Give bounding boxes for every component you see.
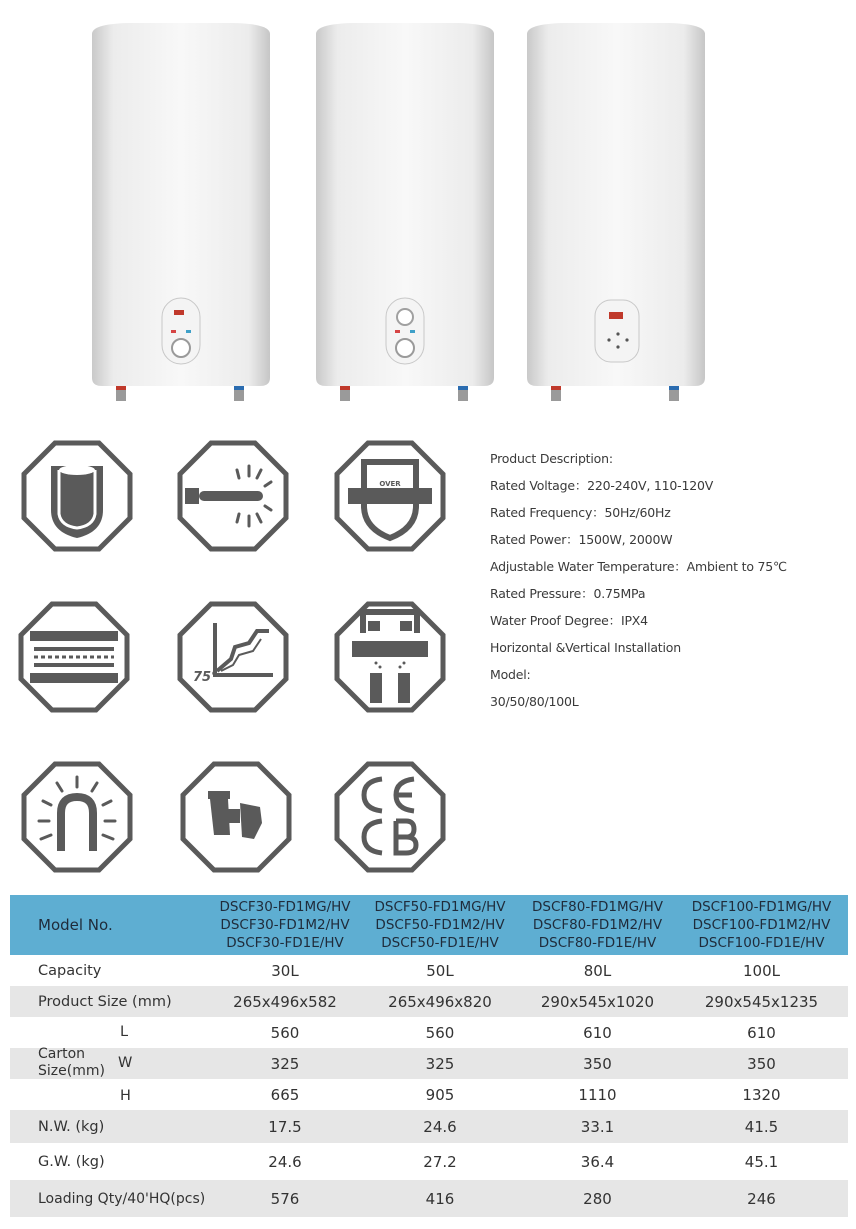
- specification-table: [10, 895, 848, 1217]
- carton-w-label: W: [118, 1055, 133, 1071]
- row-label: Capacity: [38, 962, 102, 979]
- model-name: DSCF30-FD1MG/HV: [219, 899, 351, 915]
- model-column-100: [675, 895, 848, 955]
- model-name: DSCF50-FD1E/HV: [381, 935, 499, 951]
- spec-line: Adjustable Water Temperature：Ambient to 75℃: [490, 559, 787, 574]
- table-cell: 36.4: [580, 1152, 615, 1171]
- table-cell: 325: [210, 1048, 360, 1079]
- model-name: DSCF30-FD1E/HV: [226, 935, 344, 951]
- table-row-loading: [10, 1180, 848, 1217]
- table-row-carton-h: [10, 1079, 848, 1110]
- table-cell: 610: [747, 1023, 776, 1042]
- spec-line: Rated Pressure：0.75MPa: [490, 586, 646, 601]
- product-image-heater-50l: [312, 20, 498, 405]
- model-column-30: [210, 895, 360, 955]
- overheat-protection-icon: [334, 440, 446, 552]
- table-cell: 1320: [742, 1085, 781, 1104]
- table-cell: 45.1: [744, 1152, 779, 1171]
- model-name: DSCF80-FD1E/HV: [538, 935, 657, 951]
- table-cell: 610: [583, 1023, 612, 1042]
- model-name: DSCF30-FD1M2/HV: [220, 917, 350, 933]
- safety-valve-icon: [180, 761, 292, 873]
- enamel-tank-icon: [21, 440, 133, 552]
- table-cell: 350: [675, 1048, 848, 1079]
- table-cell: 24.6: [360, 1110, 520, 1143]
- table-cell: 560: [425, 1023, 455, 1042]
- product-image-heater-30l: [88, 20, 274, 405]
- table-cell: 30L: [271, 961, 299, 980]
- insulation-layer-icon: [18, 601, 130, 713]
- carton-l-label: L: [120, 1024, 129, 1040]
- table-header-row: [10, 895, 848, 955]
- model-name: DSCF50-FD1MG/HV: [374, 899, 506, 915]
- table-cell: 17.5: [210, 1110, 360, 1143]
- ce-cb-certification-icon: [334, 761, 446, 873]
- spec-line: Rated Power：1500W, 2000W: [490, 532, 673, 547]
- table-cell: 665: [270, 1085, 300, 1104]
- model-name: DSCF100-FD1M2/HV: [692, 917, 831, 933]
- table-cell: 290x545x1235: [675, 986, 848, 1017]
- table-cell: 280: [520, 1180, 675, 1217]
- product-image-heater-80l: [523, 20, 709, 405]
- table-cell: 905: [425, 1085, 455, 1104]
- carton-size-label: [38, 1046, 105, 1080]
- carton-label-line: Size(mm): [38, 1063, 105, 1079]
- spec-line: Model:: [490, 667, 531, 682]
- heating-element-icon: [177, 440, 289, 552]
- table-cell: 290x545x1020: [520, 986, 675, 1017]
- table-row-gw: [10, 1143, 848, 1180]
- spec-line: Rated Frequency：50Hz/60Hz: [490, 505, 671, 520]
- table-cell: 80L: [583, 961, 612, 980]
- model-name: DSCF80-FD1M2/HV: [532, 917, 663, 933]
- spec-line: Horizontal &Vertical Installation: [490, 640, 681, 655]
- model-no-header: Model No.: [10, 895, 210, 955]
- table-cell: 24.6: [268, 1152, 302, 1171]
- table-cell: 265x496x820: [360, 986, 520, 1017]
- spec-line: Water Proof Degree：IPX4: [490, 613, 648, 628]
- model-name: DSCF50-FD1M2/HV: [375, 917, 505, 933]
- table-cell: 27.2: [423, 1152, 457, 1171]
- table-cell: 350: [520, 1048, 675, 1079]
- table-cell: 246: [675, 1180, 848, 1217]
- table-cell: 1110: [578, 1085, 617, 1104]
- row-label-cell: [10, 1017, 210, 1048]
- table-cell: 265x496x582: [210, 986, 360, 1017]
- over-text: OVER: [379, 480, 401, 488]
- row-label-cell: [10, 1079, 210, 1110]
- model-name: DSCF100-FD1E/HV: [698, 935, 825, 951]
- product-description: [490, 445, 830, 715]
- row-label: G.W. (kg): [38, 1153, 105, 1170]
- table-cell: 41.5: [675, 1110, 848, 1143]
- description-title: Product Description:: [490, 451, 613, 466]
- table-cell: 416: [360, 1180, 520, 1217]
- model-name: DSCF100-FD1MG/HV: [691, 899, 832, 915]
- table-cell: 100L: [743, 961, 780, 980]
- table-cell: 50L: [426, 961, 454, 980]
- row-label: N.W. (kg): [10, 1110, 210, 1143]
- magnesium-anode-icon: [21, 761, 133, 873]
- carton-h-label: H: [120, 1088, 131, 1104]
- spec-line: Rated Voltage：220-240V, 110-120V: [490, 478, 714, 493]
- carton-label-line: Carton: [38, 1046, 86, 1062]
- table-row-carton-l: [10, 1017, 848, 1048]
- model-name: DSCF80-FD1MG/HV: [532, 899, 663, 915]
- table-cell: 325: [360, 1048, 520, 1079]
- model-column-80: [520, 895, 675, 955]
- table-cell: 33.1: [520, 1110, 675, 1143]
- table-row-capacity: [10, 955, 848, 986]
- table-row-carton-w: [10, 1048, 848, 1079]
- row-label: Product Size (mm): [10, 986, 210, 1017]
- table-cell: 576: [210, 1180, 360, 1217]
- model-column-50: [360, 895, 520, 955]
- table-row-product-size: [10, 986, 848, 1017]
- table-cell: 560: [270, 1023, 300, 1042]
- mounting-bracket-icon: [334, 601, 446, 713]
- temperature-75-icon: [177, 601, 289, 713]
- temp-75-text: 75°: [193, 670, 218, 685]
- table-row-nw: [10, 1110, 848, 1143]
- row-label: Loading Qty/40'HQ(pcs): [10, 1180, 210, 1217]
- spec-line: 30/50/80/100L: [490, 694, 579, 709]
